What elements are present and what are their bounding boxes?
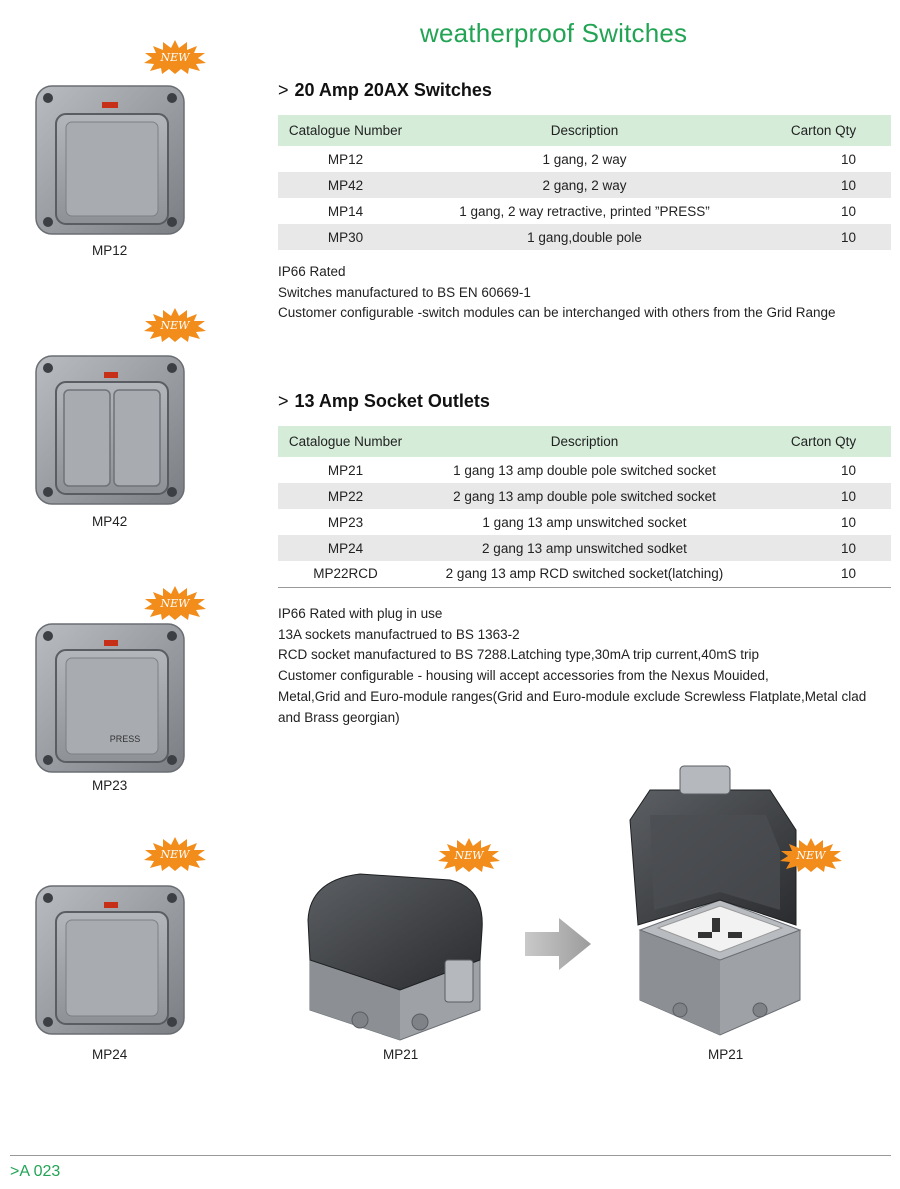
new-badge-text: NEW <box>160 597 190 610</box>
description: 2 gang 13 amp double pole switched socket <box>413 483 756 509</box>
new-badge-text: NEW <box>454 849 484 862</box>
note-line: IP66 Rated <box>278 264 346 279</box>
column-header-description: Description <box>413 426 756 457</box>
table-row <box>278 198 891 224</box>
footer-divider <box>10 1155 891 1156</box>
table-header-row <box>278 115 891 146</box>
arrow-right-icon <box>525 918 591 970</box>
carton-qty: 10 <box>756 535 891 561</box>
product-caption: MP21 <box>383 1047 419 1062</box>
new-starburst-icon <box>143 837 207 871</box>
product-caption: MP24 <box>92 1047 128 1062</box>
switches-table <box>278 115 891 250</box>
note-line: Customer configurable - housing will accept accessories from the Nexus Mouided, <box>278 668 769 684</box>
switches-notes <box>278 262 836 324</box>
description: 1 gang 13 amp unswitched socket <box>482 514 687 530</box>
catalogue-number: MP23 <box>327 514 364 530</box>
table-row <box>278 483 891 509</box>
new-starburst-icon <box>437 838 501 872</box>
table-row <box>278 146 891 172</box>
product-caption: MP42 <box>92 514 128 529</box>
description: 2 gang 13 amp RCD switched socket(latching) <box>445 566 724 582</box>
switches-heading-text: 20 Amp 20AX Switches <box>294 80 492 100</box>
note-line: Customer configurable -switch modules can be interchanged with others from the Grid Range <box>278 305 836 321</box>
table-row <box>278 224 891 250</box>
product-photo-mp23 <box>30 618 190 778</box>
sockets-table <box>278 426 891 588</box>
new-starburst-icon <box>143 40 207 74</box>
product-photo-mp21-closed <box>300 860 500 1050</box>
new-starburst-icon <box>143 308 207 342</box>
product-caption: MP12 <box>92 243 128 258</box>
carton-qty: 10 <box>756 224 891 250</box>
column-header-description: Description <box>413 115 756 146</box>
column-header-carton-qty: Carton Qty <box>756 115 891 146</box>
page-number: >A 023 <box>10 1163 61 1180</box>
product-photo-mp42 <box>30 350 190 510</box>
note-line: Metal,Grid and Euro-module ranges(Grid and Euro-module exclude Screwless Flatplate,Metal clad <box>278 688 867 704</box>
carton-qty: 10 <box>840 566 857 582</box>
new-badge-text: NEW <box>160 51 190 64</box>
description: 1 gang 13 amp double pole switched socket <box>453 462 716 478</box>
table-row <box>278 535 891 561</box>
product-photo-mp12 <box>30 80 190 240</box>
new-badge-text: NEW <box>796 849 826 862</box>
description: 1 gang, 2 way <box>542 151 627 167</box>
description: 2 gang, 2 way <box>413 172 756 198</box>
new-starburst-icon <box>779 838 843 872</box>
carton-qty: 10 <box>840 514 857 530</box>
carton-qty: 10 <box>756 483 891 509</box>
catalogue-number: MP42 <box>278 172 413 198</box>
table-row <box>278 561 891 587</box>
product-photo-mp21-open <box>620 760 810 1050</box>
catalogue-number: MP21 <box>327 462 364 478</box>
carton-qty: 10 <box>840 151 857 167</box>
switches-heading <box>278 80 492 101</box>
sockets-heading-text: 13 Amp Socket Outlets <box>294 391 490 411</box>
column-header-carton-qty: Carton Qty <box>756 426 891 457</box>
column-header-catalogue: Catalogue Number <box>278 426 413 457</box>
note-line: RCD socket manufactured to BS 7288.Latching type,30mA trip current,40mS trip <box>278 647 759 663</box>
carton-qty: 10 <box>840 462 857 478</box>
carton-qty: 10 <box>840 203 857 219</box>
new-starburst-icon <box>143 586 207 620</box>
catalogue-number: MP22RCD <box>313 566 378 582</box>
note-line: Switches manufactured to BS EN 60669-1 <box>278 284 531 300</box>
catalogue-number: MP24 <box>278 535 413 561</box>
note-line: 13A sockets manufactrued to BS 1363-2 <box>278 626 520 642</box>
page-title: weatherproof Switches <box>420 18 688 48</box>
table-row <box>278 172 891 198</box>
description: 1 gang, 2 way retractive, printed ”PRESS” <box>459 203 710 219</box>
sockets-heading <box>278 391 490 412</box>
heading-marker: > <box>278 80 289 100</box>
table-row <box>278 509 891 535</box>
sockets-notes <box>278 604 866 728</box>
table-row <box>278 457 891 483</box>
new-badge-text: NEW <box>160 319 190 332</box>
product-caption: MP21 <box>708 1047 744 1062</box>
press-label: PRESS <box>109 734 141 744</box>
new-badge-text: NEW <box>160 848 190 861</box>
product-caption: MP23 <box>92 778 128 793</box>
note-line: IP66 Rated with plug in use <box>278 606 443 621</box>
column-header-catalogue: Catalogue Number <box>278 115 413 146</box>
heading-marker: > <box>278 391 289 411</box>
catalogue-number: MP30 <box>278 224 413 250</box>
catalogue-number: MP12 <box>327 151 364 167</box>
description: 2 gang 13 amp unswitched sodket <box>413 535 756 561</box>
product-photo-mp24 <box>30 880 190 1040</box>
description: 1 gang,double pole <box>413 224 756 250</box>
catalogue-number: MP14 <box>327 203 364 219</box>
table-header-row <box>278 426 891 457</box>
carton-qty: 10 <box>756 172 891 198</box>
catalogue-number: MP22 <box>278 483 413 509</box>
note-line: and Brass georgian) <box>278 709 400 725</box>
